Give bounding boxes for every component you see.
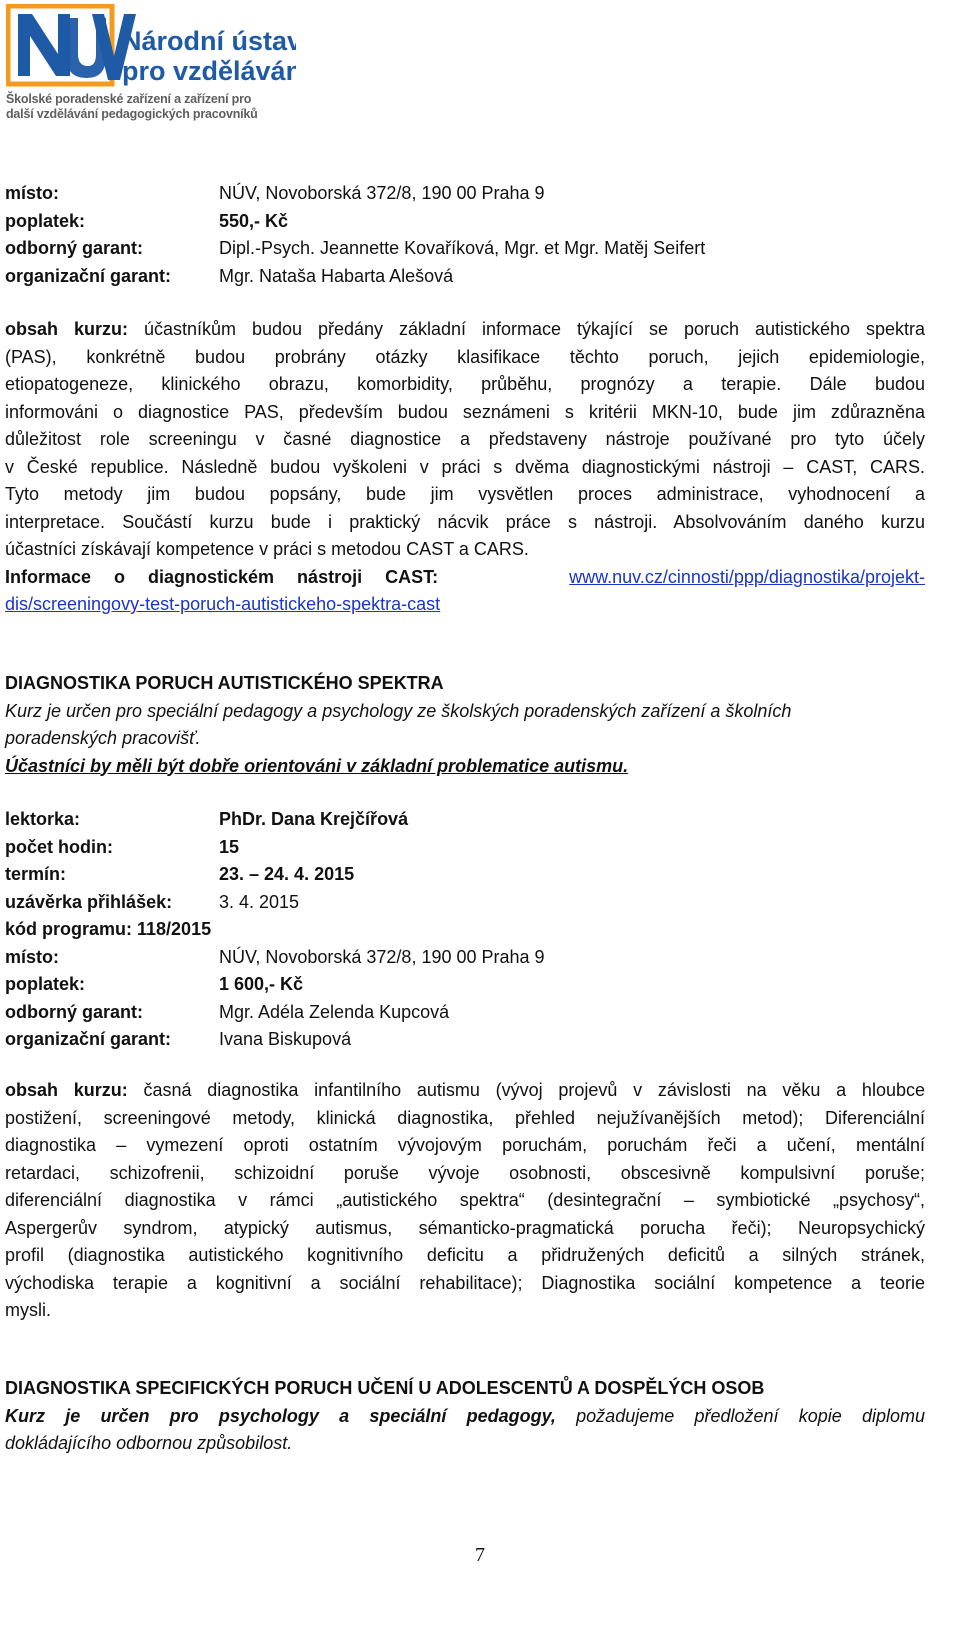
obsah-line: účastníkům budou předány základní informace týkající se poruch autistického spektra	[143, 319, 925, 339]
course1-content	[5, 316, 925, 619]
organizacni-garant-label: organizační garant:	[5, 265, 172, 286]
poplatek-label: poplatek:	[5, 210, 86, 231]
misto-label: místo:	[5, 946, 59, 967]
poplatek-value: 1 600,- Kč	[219, 974, 304, 994]
lektorka-value: PhDr. Dana Krejčířová	[219, 809, 409, 829]
kod-programu: kód programu: 118/2015	[5, 919, 212, 939]
organizacni-garant-label: organizační garant:	[5, 1029, 172, 1049]
course2-title: DIAGNOSTIKA PORUCH AUTISTICKÉHO SPEKTRA	[5, 673, 444, 693]
cast-info-link[interactable]: www.nuv.cz/cinnosti/ppp/diagnostika/projekt-	[569, 566, 925, 587]
course3-intro-bold: Kurz je určen pro psychology a speciální pedagogy,	[5, 1405, 556, 1426]
termin-label: termín:	[5, 864, 67, 884]
obsah-line: účastníci získávají kompetence v práci s metodou CAST a CARS.	[5, 539, 529, 559]
obsah-line: profil (diagnostika autistického kognitivního deficitu a přidružených deficitů a silných stránek,	[5, 1245, 925, 1265]
poplatek-value: 550,- Kč	[219, 210, 289, 231]
obsah-line: v České republice. Následně budou vyškoleni v práci s dvěma diagnostickými nástroji – CAST, CARS.	[5, 456, 925, 477]
course3-intro-rest: požadujeme předložení kopie diplomu	[576, 1405, 925, 1426]
uzaverka-label: uzávěrka přihlášek:	[5, 891, 173, 912]
obsah-line: diferenciální diagnostika v rámci „autistického spektra“ (desintegrační – symbiotické „psychosy“,	[5, 1190, 925, 1210]
obsah-line: etiopatogeneze, klinického obrazu, komorbidity, průběhu, prognózy a terapie. Dále budou	[5, 374, 925, 394]
obsah-label: obsah kurzu:	[5, 319, 128, 339]
obsah-line: Tyto metody jim budou popsány, bude jim vysvětlen proces administrace, vyhodnocení a	[5, 484, 925, 504]
obsah-line: diagnostika – vymezení oproti ostatním vývojovým poruchám, poruchám řeči a učení, mentální	[5, 1135, 925, 1155]
misto-label: místo:	[5, 183, 59, 203]
odborny-garant-label: odborný garant:	[5, 1001, 143, 1022]
pocet-hodin-label: počet hodin:	[5, 836, 113, 857]
logo-subtitle	[6, 92, 296, 122]
course2-header	[5, 670, 925, 780]
obsah-line: (PAS), konkrétně budou probrány otázky klasifikace těchto poruch, jejich epidemiologie,	[5, 346, 925, 367]
course2-content	[5, 1077, 925, 1325]
pocet-hodin-value: 15	[219, 836, 240, 857]
course2-intro: Kurz je určen pro speciální pedagogy a psychology ze školských poradenských zařízení a školních	[5, 700, 792, 721]
nuv-logo-mark	[6, 4, 296, 94]
cast-info-link-cont[interactable]: dis/screeningovy-test-poruch-autistickeho-spektra-cast	[5, 594, 441, 614]
odborny-garant-value: Mgr. Adéla Zelenda Kupcová	[219, 1001, 450, 1022]
course1-details	[5, 180, 925, 290]
course2-prereq: Účastníci by měli být dobře orientováni v základní problematice autismu.	[5, 755, 629, 776]
organizacni-garant-value: Mgr. Nataša Habarta Alešová	[219, 265, 454, 286]
obsah-line: časná diagnostika infantilního autismu (vývoj projevů v závislosti na věku a hloubce	[143, 1080, 925, 1100]
obsah-line: mysli.	[5, 1300, 51, 1320]
logo-sub1: Školské poradenské zařízení a zařízení pro	[6, 92, 252, 106]
obsah-line: postižení, screeningové metody, klinická diagnostika, přehled nejužívanějších metod); Diferenciální	[5, 1107, 925, 1128]
obsah-line: interpretace. Součástí kurzu bude i praktický nácvik práce s nástroji. Absolvováním daného kurzu	[5, 511, 925, 532]
obsah-label: obsah kurzu:	[5, 1080, 128, 1100]
logo-sub2: další vzdělávání pedagogických pracovníků	[6, 107, 258, 121]
obsah-line: Aspergerův syndrom, atypický autismus, sémanticko-pragmatická porucha řeči); Neuropsychický	[5, 1217, 925, 1238]
logo-line2: pro vzdělávání	[122, 56, 296, 86]
odborny-garant-label: odborný garant:	[5, 238, 143, 258]
organizacni-garant-value: Ivana Biskupová	[219, 1029, 352, 1049]
misto-value: NÚV, Novoborská 372/8, 190 00 Praha 9	[219, 946, 545, 967]
course3-title: DIAGNOSTIKA SPECIFICKÝCH PORUCH UČENÍ U ADOLESCENTŮ A DOSPĚLÝCH OSOB	[5, 1378, 765, 1398]
misto-value: NÚV, Novoborská 372/8, 190 00 Praha 9	[219, 183, 545, 203]
page-number: 7	[475, 1544, 485, 1566]
cast-info-label: Informace o diagnostickém nástroji CAST:	[5, 566, 439, 587]
obsah-line: informováni o diagnostice PAS, především budou seznámeni s kritérii MKN-10, bude jim zdůrazněna	[5, 401, 925, 422]
logo-line1: Národní ústav	[122, 26, 296, 56]
obsah-line: východiska terapie a kognitivní a sociální rehabilitace); Diagnostika sociální kompetence a teorie	[5, 1272, 925, 1293]
termin-value: 23. – 24. 4. 2015	[219, 864, 355, 884]
course3-header	[5, 1375, 925, 1458]
course2-details	[5, 806, 925, 1054]
course3-intro-cont: dokládajícího odbornou způsobilost.	[5, 1433, 293, 1453]
obsah-line: důležitost role screeningu v časné diagnostice a představeny nástroje používané pro tyto účely	[5, 429, 925, 449]
nuv-logo	[6, 4, 296, 128]
course2-intro-cont: poradenských pracovišť.	[5, 728, 201, 748]
lektorka-label: lektorka:	[5, 809, 81, 829]
uzaverka-value: 3. 4. 2015	[219, 891, 300, 912]
poplatek-label: poplatek:	[5, 974, 86, 994]
obsah-line: retardaci, schizofrenii, schizoidní poruše vývoje osobnosti, obscesivně kompulsivní poruše;	[5, 1162, 925, 1183]
odborny-garant-value: Dipl.-Psych. Jeannette Kovaříková, Mgr. et Mgr. Matěj Seifert	[219, 238, 706, 258]
